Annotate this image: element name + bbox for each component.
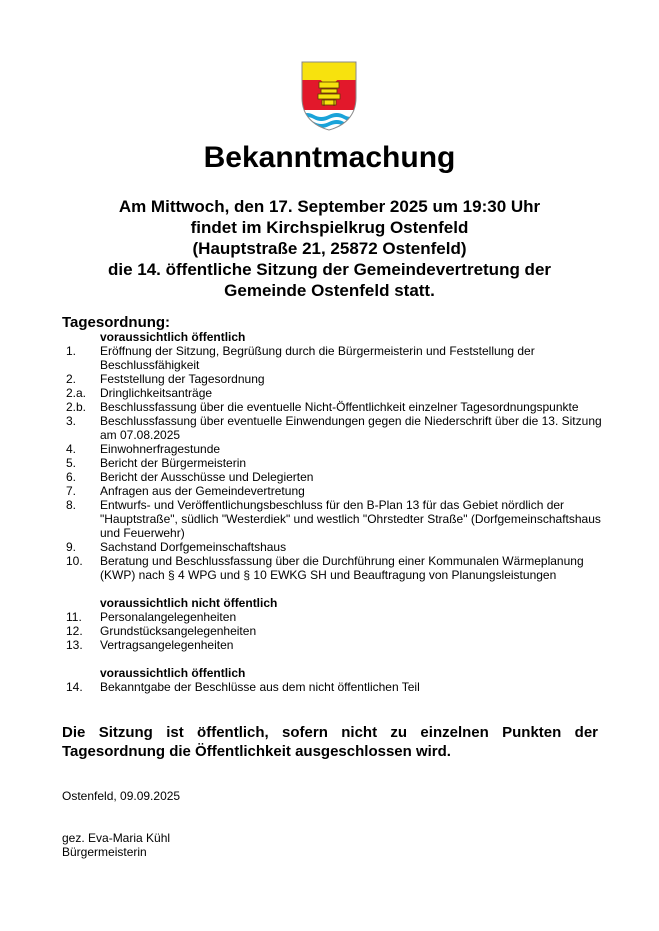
agenda-item-number: 5. (66, 456, 77, 470)
agenda-item-number: 7. (66, 484, 77, 498)
page-title: Bekanntmachung (203, 141, 456, 174)
agenda-item (66, 386, 606, 400)
agenda-section-label: voraussichtlich nicht öffentlich (100, 596, 278, 610)
place-date: Ostenfeld, 09.09.2025 (62, 789, 181, 803)
agenda-item-text: Dringlichkeitsanträge (100, 386, 213, 400)
agenda-item-text: Vertragsangelegenheiten (100, 638, 234, 652)
agenda-item-text: Beschlussfassung über eventuelle Einwendungen gegen die Niederschrift über die 13. Sitzung am 07.08.2025 (100, 414, 602, 442)
agenda-item (66, 372, 606, 386)
agenda-item-text: Bekanntgabe der Beschlüsse aus dem nicht öffentlichen Teil (100, 680, 420, 694)
agenda-item-number: 13. (66, 638, 83, 652)
agenda-section-label: voraussichtlich öffentlich (100, 330, 246, 344)
agenda-item-number: 3. (66, 414, 77, 428)
agenda-item-text: Einwohnerfragestunde (100, 442, 221, 456)
agenda-title: Tagesordnung: (62, 314, 171, 331)
agenda-item (66, 470, 606, 484)
signature-name: gez. Eva-Maria Kühl (62, 831, 171, 845)
agenda-item-text: Entwurfs- und Veröffentlichungsbeschluss für den B-Plan 13 für das Gebiet nördlich der "Hauptstraße", südlich "Westerdiek" und westlich "Ohrstedter Straße" (Dorfgemeinschaftshaus und Feuerwehr) (100, 498, 601, 540)
intro-line: findet im Kirchspielkrug Ostenfeld (190, 218, 469, 237)
agenda-item-number: 4. (66, 442, 77, 456)
intro-line: (Hauptstraße 21, 25872 Ostenfeld) (192, 239, 467, 258)
agenda-item (66, 540, 606, 554)
agenda-item-number: 14. (66, 680, 83, 694)
public-notice-statement: Die Sitzung ist öffentlich, sofern nicht zu einzelnen Punkten der Tagesordnung die Öffentlichkeit ausgeschlossen wird. (62, 724, 598, 760)
agenda-section-label: voraussichtlich öffentlich (100, 666, 246, 680)
agenda-item-number: 10. (66, 554, 83, 568)
agenda-item (66, 456, 606, 470)
agenda-item-text: Beschlussfassung über die eventuelle Nicht-Öffentlichkeit einzelner Tagesordnungspunkte (100, 400, 579, 414)
agenda-item-text: Anfragen aus der Gemeindevertretung (100, 484, 305, 498)
agenda-item (66, 442, 606, 456)
agenda-item (66, 554, 606, 582)
agenda-item-text: Eröffnung der Sitzung, Begrüßung durch die Bürgermeisterin und Feststellung der Beschlussfähigkeit (100, 344, 535, 372)
signature-role: Bürgermeisterin (62, 845, 147, 859)
agenda-item-text: Feststellung der Tagesordnung (100, 372, 265, 386)
agenda-item (66, 610, 606, 624)
agenda-item-number: 2.a. (66, 386, 87, 400)
agenda-item-number: 6. (66, 470, 77, 484)
agenda-item-text: Sachstand Dorfgemeinschaftshaus (100, 540, 287, 554)
agenda-item-number: 11. (66, 610, 82, 624)
agenda-item-text: Bericht der Bürgermeisterin (100, 456, 247, 470)
intro-line: die 14. öffentliche Sitzung der Gemeindevertretung der (107, 260, 552, 279)
agenda-item (66, 624, 606, 638)
agenda-item (66, 680, 606, 694)
agenda-item-text: Grundstücksangelegenheiten (100, 624, 257, 638)
signature-block (62, 831, 170, 859)
agenda-item-number: 8. (66, 498, 77, 512)
agenda-item-text: Personalangelegenheiten (100, 610, 237, 624)
agenda-item-number: 2.b. (66, 400, 87, 414)
agenda-list (66, 330, 606, 694)
agenda-item-number: 2. (66, 372, 77, 386)
agenda-item-number: 1. (66, 344, 77, 358)
agenda-item (66, 400, 606, 414)
meeting-announcement (40, 196, 619, 301)
coat-of-arms-icon (300, 60, 358, 132)
intro-line: Gemeinde Ostenfeld statt. (224, 281, 435, 300)
agenda-item (66, 344, 606, 372)
agenda-item-text: Bericht der Ausschüsse und Delegierten (100, 470, 314, 484)
agenda-item (66, 484, 606, 498)
agenda-item-number: 12. (66, 624, 83, 638)
agenda-item-text: Beratung und Beschlussfassung über die Durchführung einer Kommunalen Wärmeplanung (KWP) nach § 4 WPG und § 10 EWKG SH und Beauftragung von Planungsleistungen (100, 554, 584, 582)
agenda-item-number: 9. (66, 540, 77, 554)
intro-line: Am Mittwoch, den 17. September 2025 um 19:30 Uhr (118, 197, 541, 216)
agenda-item (66, 638, 606, 652)
agenda-item (66, 498, 606, 540)
agenda-item (66, 414, 606, 442)
